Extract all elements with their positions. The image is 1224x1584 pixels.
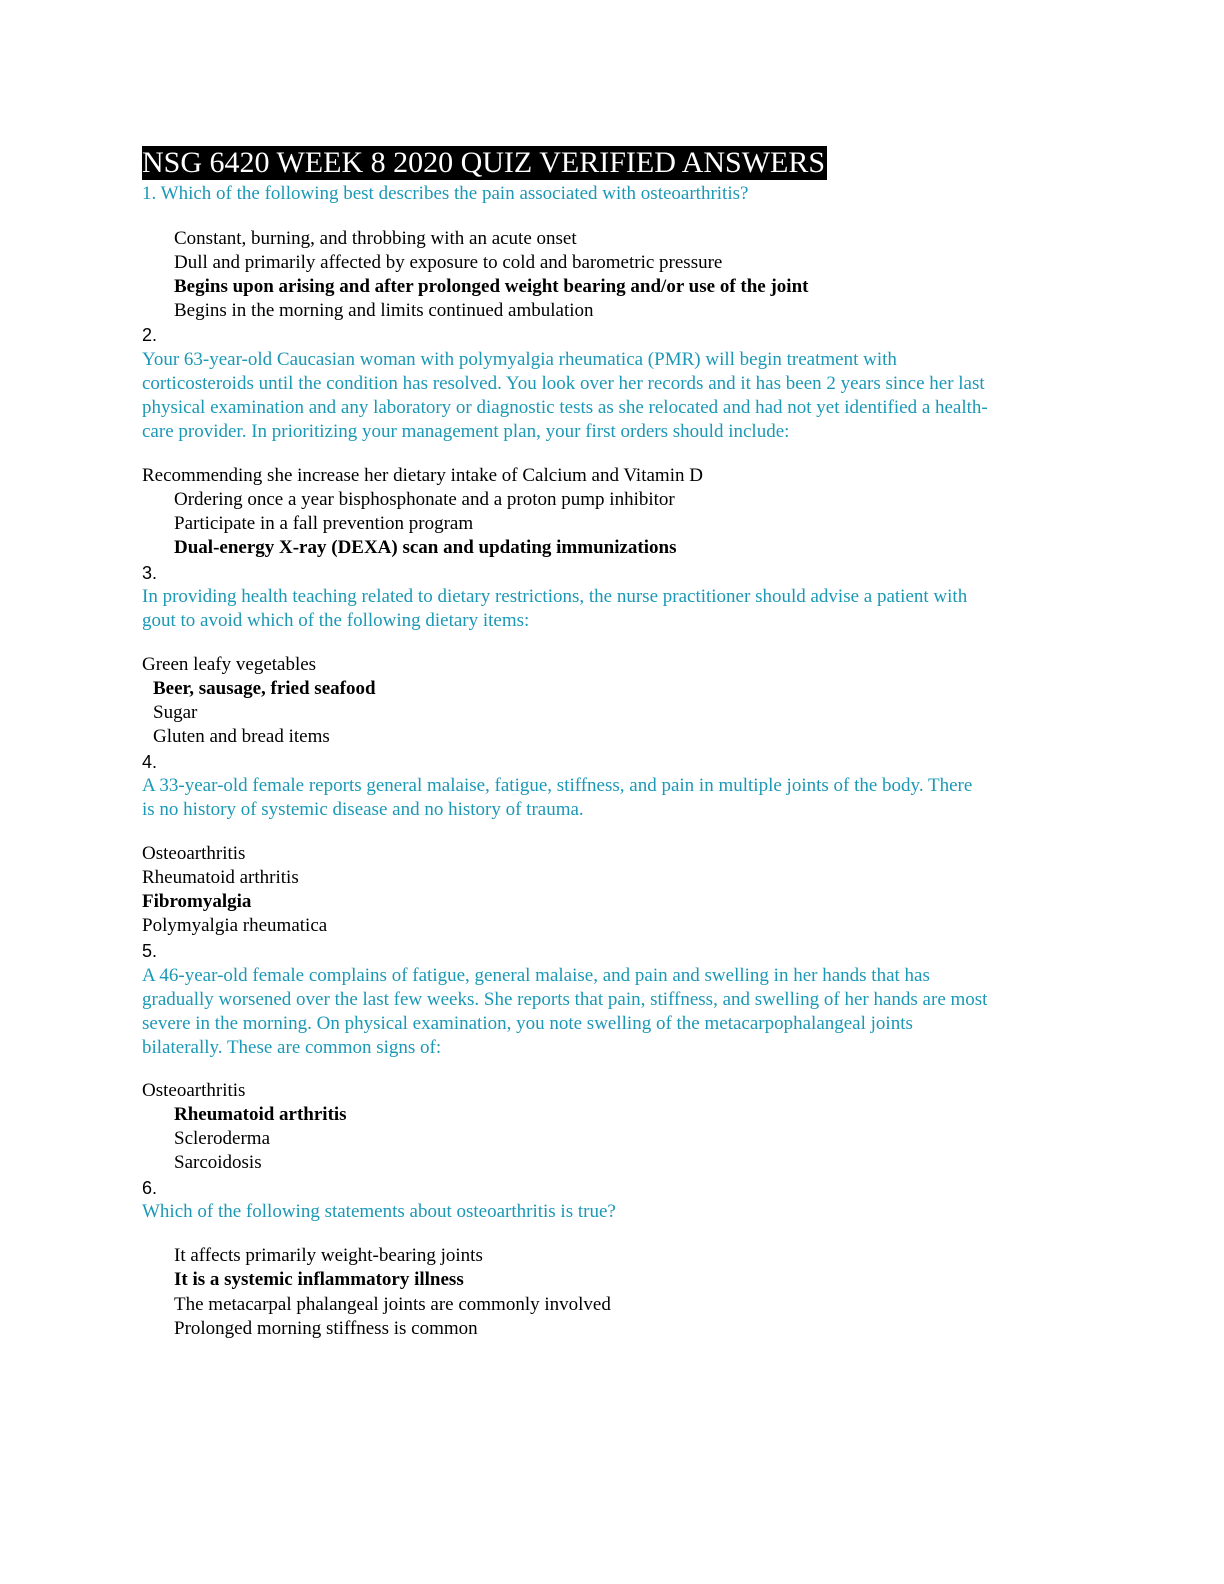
q6-option-3: The metacarpal phalangeal joints are commonly involved bbox=[174, 1294, 611, 1315]
q4-option-3-answer: Fibromyalgia bbox=[142, 891, 252, 912]
q1-option-2: Dull and primarily affected by exposure to cold and barometric pressure bbox=[174, 252, 723, 273]
q3-option-2-answer: Beer, sausage, fried seafood bbox=[153, 678, 376, 699]
question-5-line-2: gradually worsened over the last few weeks. She reports that pain, stiffness, and swelling of her hands are most bbox=[142, 989, 988, 1010]
question-3-line-2: gout to avoid which of the following dietary items: bbox=[142, 610, 530, 631]
question-2-line-4: care provider. In prioritizing your management plan, your first orders should include: bbox=[142, 421, 790, 442]
q3-option-3: Sugar bbox=[153, 702, 198, 723]
question-5-line-4: bilaterally. These are common signs of: bbox=[142, 1037, 442, 1058]
question-4-line-1: A 33-year-old female reports general malaise, fatigue, stiffness, and pain in multiple joints of the body. There bbox=[142, 775, 973, 796]
q4-option-4: Polymyalgia rheumatica bbox=[142, 915, 328, 936]
q6-option-2-answer: It is a systemic inflammatory illness bbox=[174, 1269, 464, 1290]
q6-option-4: Prolonged morning stiffness is common bbox=[174, 1318, 478, 1339]
document-title: NSG 6420 WEEK 8 2020 QUIZ VERIFIED ANSWERS bbox=[142, 146, 826, 179]
q2-option-2: Ordering once a year bisphosphonate and a proton pump inhibitor bbox=[174, 489, 675, 510]
question-5-line-1: A 46-year-old female complains of fatigue, general malaise, and pain and swelling in her hands that has bbox=[142, 965, 930, 986]
question-4-line-2: is no history of systemic disease and no history of trauma. bbox=[142, 799, 584, 820]
q1-option-3-answer: Begins upon arising and after prolonged weight bearing and/or use of the joint bbox=[174, 276, 809, 297]
q1-option-1: Constant, burning, and throbbing with an acute onset bbox=[174, 228, 577, 249]
q6-option-1: It affects primarily weight-bearing joints bbox=[174, 1245, 483, 1266]
q2-option-1: Recommending she increase her dietary intake of Calcium and Vitamin D bbox=[142, 465, 703, 486]
question-3-number: 3. bbox=[142, 563, 158, 583]
q5-option-4: Sarcoidosis bbox=[174, 1152, 262, 1173]
question-2-line-3: physical examination and any laboratory or diagnostic tests as she relocated and had not yet identified a health- bbox=[142, 397, 988, 418]
question-5-line-3: severe in the morning. On physical examination, you note swelling of the metacarpophalangeal joints bbox=[142, 1013, 913, 1034]
question-2-number: 2. bbox=[142, 325, 158, 345]
question-3-line-1: In providing health teaching related to dietary restrictions, the nurse practitioner should advise a patient with bbox=[142, 586, 968, 607]
q2-option-4-answer: Dual-energy X-ray (DEXA) scan and updating immunizations bbox=[174, 537, 677, 558]
question-1-text: 1. Which of the following best describes the pain associated with osteoarthritis? bbox=[142, 183, 749, 204]
question-2-line-2: corticosteroids until the condition has resolved. You look over her records and it has been 2 years since her last bbox=[142, 373, 985, 394]
question-2-line-1: Your 63-year-old Caucasian woman with polymyalgia rheumatica (PMR) will begin treatment with bbox=[142, 349, 897, 370]
q5-option-1: Osteoarthritis bbox=[142, 1080, 246, 1101]
q4-option-2: Rheumatoid arthritis bbox=[142, 867, 299, 888]
q5-option-2-answer: Rheumatoid arthritis bbox=[174, 1104, 347, 1125]
q2-option-3: Participate in a fall prevention program bbox=[174, 513, 474, 534]
question-6-number: 6. bbox=[142, 1178, 158, 1198]
question-6-text: Which of the following statements about osteoarthritis is true? bbox=[142, 1201, 616, 1222]
q1-option-4: Begins in the morning and limits continued ambulation bbox=[174, 300, 594, 321]
q3-option-1: Green leafy vegetables bbox=[142, 654, 317, 675]
q3-option-4: Gluten and bread items bbox=[153, 726, 330, 747]
q4-option-1: Osteoarthritis bbox=[142, 843, 246, 864]
question-5-number: 5. bbox=[142, 941, 158, 961]
question-4-number: 4. bbox=[142, 752, 158, 772]
q5-option-3: Scleroderma bbox=[174, 1128, 271, 1149]
